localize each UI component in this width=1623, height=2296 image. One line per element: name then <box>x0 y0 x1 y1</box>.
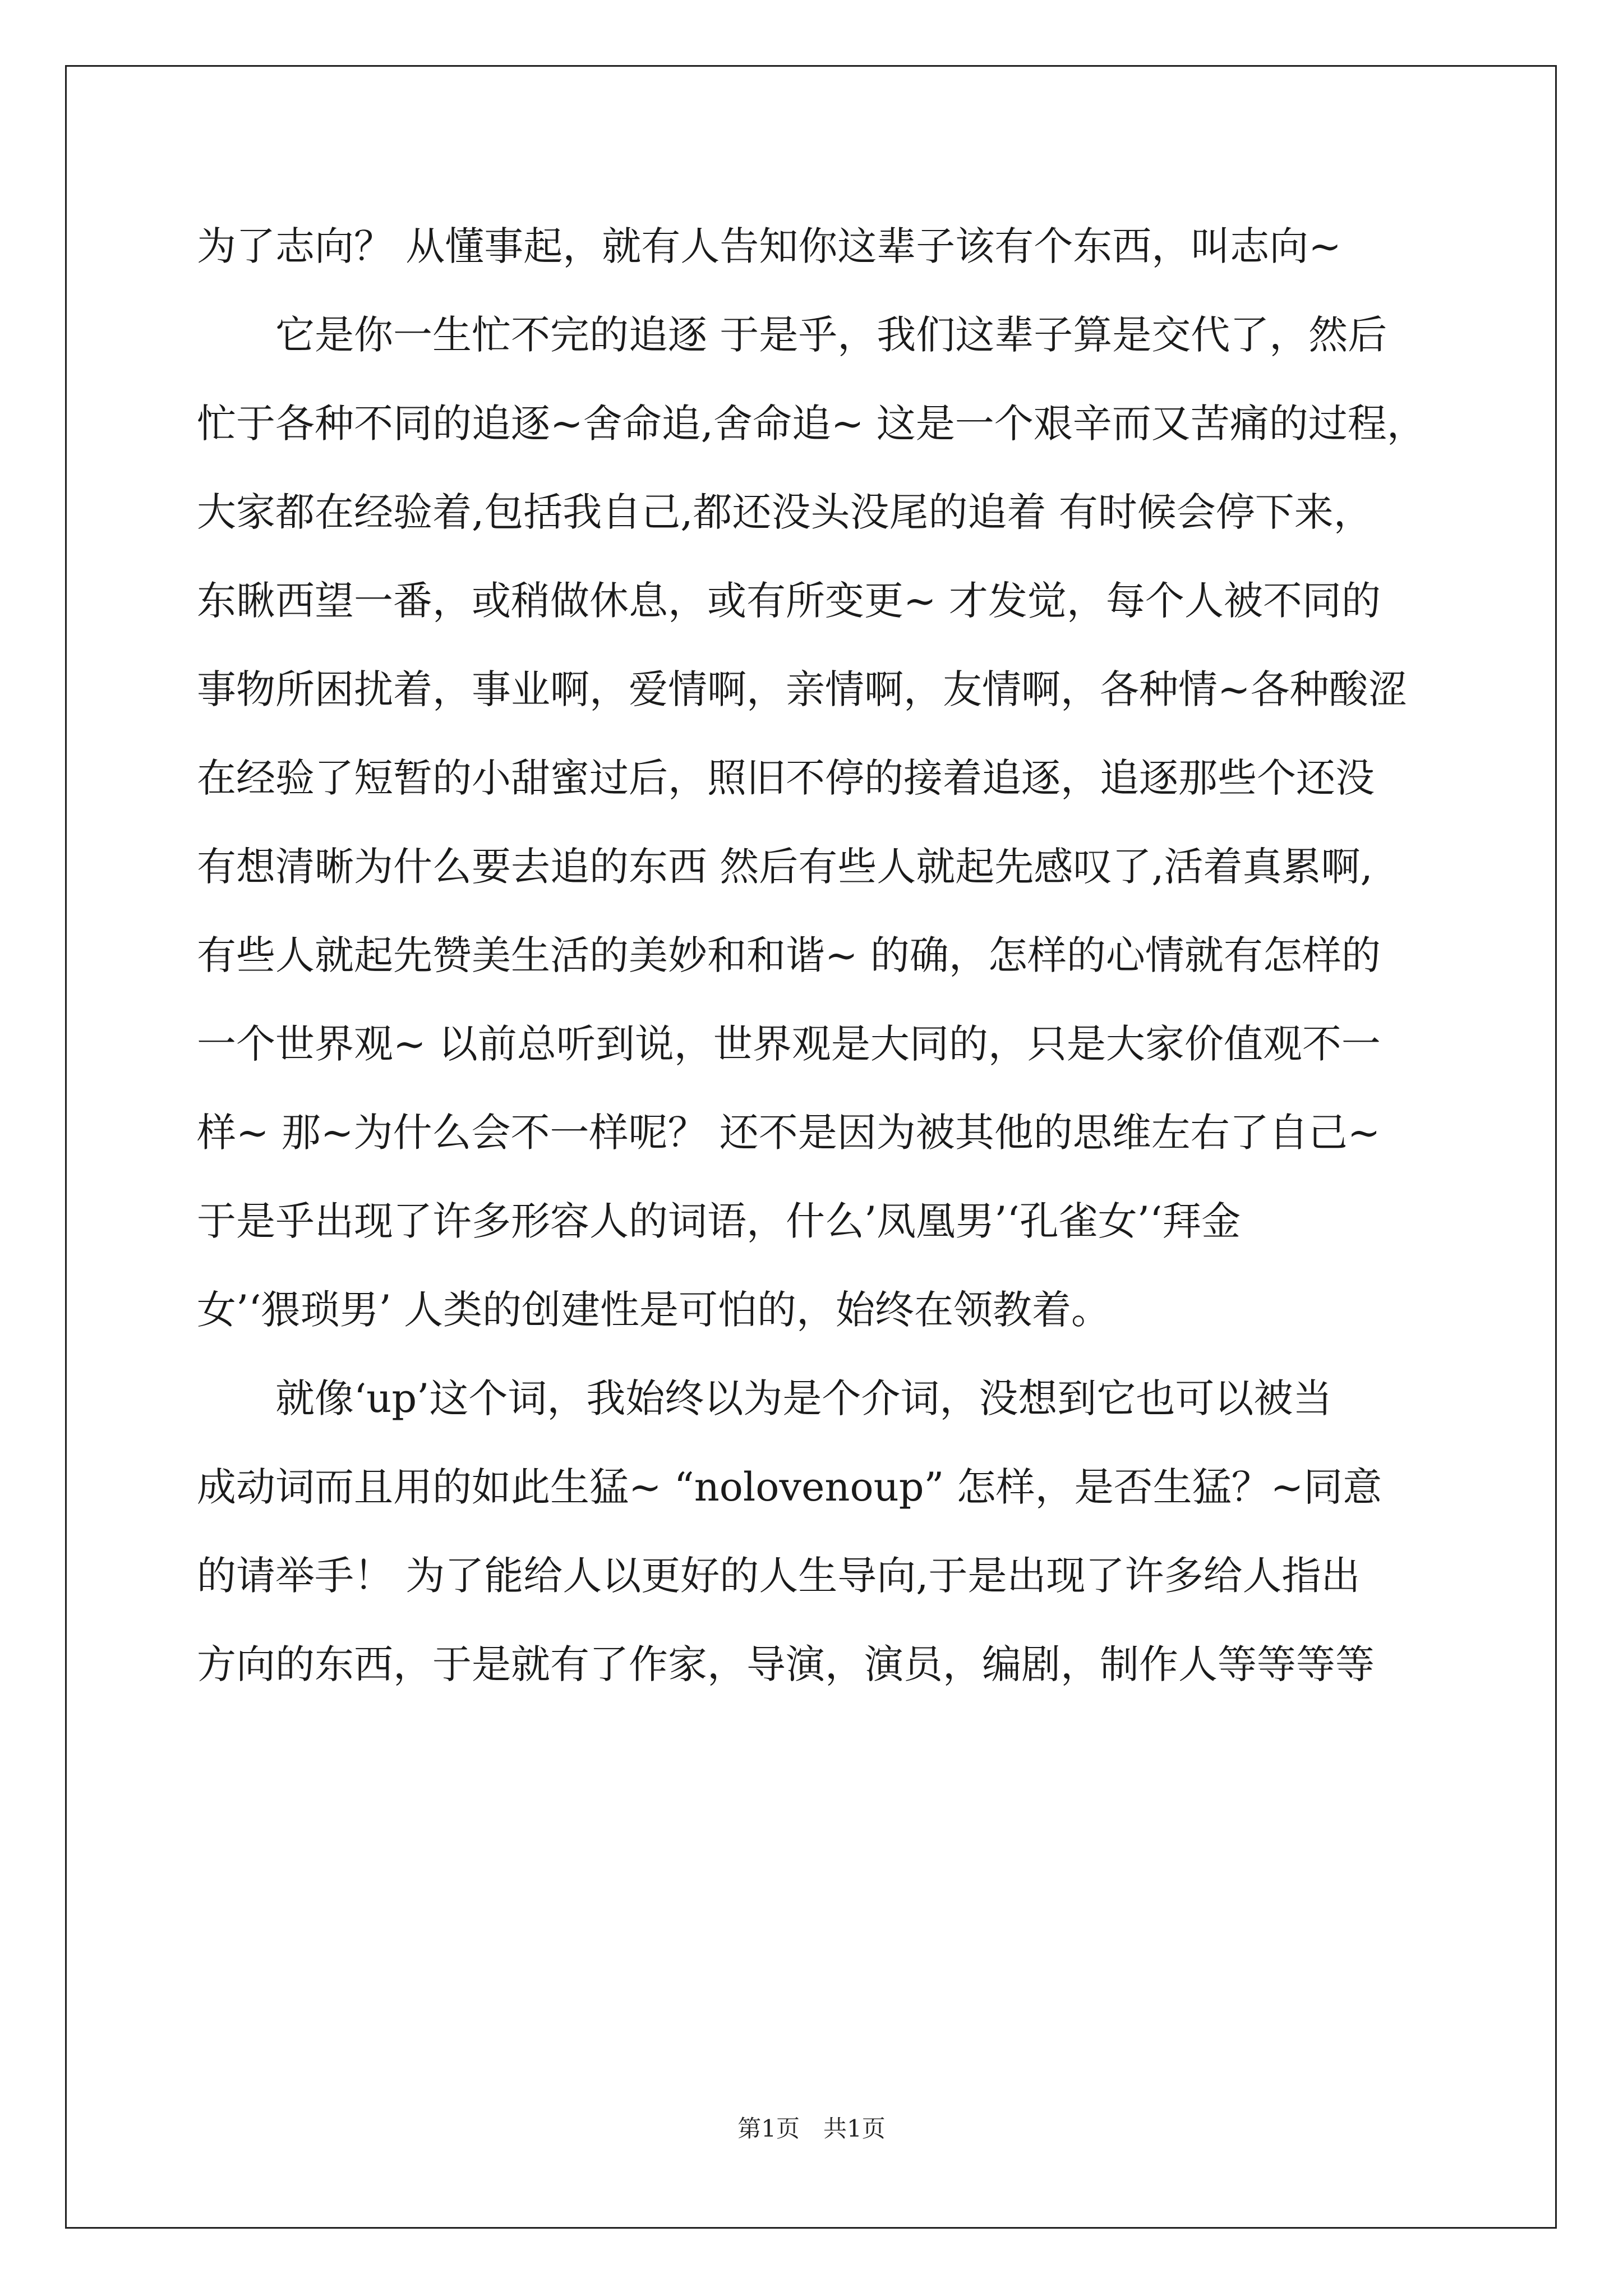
text-line-15: 成动词而且用的如此生猛~ “nolovenoup” 怎样，是否生猛？~同意 <box>197 1464 1382 1510</box>
text-line-13: 女’‘猥琐男’ 人类的创建性是可怕的，始终在领教着。 <box>197 1287 1111 1333</box>
text-line-11: 样~ 那~为什么会不一样呢？ 还不是因为被其他的思维左右了自己~ <box>197 1110 1381 1156</box>
text-line-16: 的请举手！ 为了能给人以更好的人生导向,于是出现了许多给人指出 <box>197 1553 1361 1599</box>
text-line-8: 有想清晰为什么要去追的东西 然后有些人就起先感叹了,活着真累啊, <box>197 844 1373 890</box>
text-line-2: 它是你一生忙不完的追逐 于是乎，我们这辈子算是交代了，然后 <box>197 312 1387 358</box>
body-text <box>197 202 1442 1709</box>
text-line-6: 事物所困扰着，事业啊，爱情啊，亲情啊，友情啊，各种情~各种酸涩 <box>197 666 1408 712</box>
text-line-10: 一个世界观~ 以前总听到说，世界观是大同的，只是大家价值观不一 <box>197 1021 1381 1067</box>
text-line-1: 为了志向？ 从懂事起，就有人告知你这辈子该有个东西，叫志向~ <box>197 223 1341 269</box>
text-line-17: 方向的东西，于是就有了作家，导演，演员，编剧，制作人等等等等 <box>197 1641 1375 1687</box>
text-line-4: 大家都在经验着,包括我自己,都还没头没尾的追着 有时候会停下来， <box>197 489 1373 535</box>
text-line-7: 在经验了短暂的小甜蜜过后，照旧不停的接着追逐，追逐那些个还没 <box>197 755 1375 801</box>
text-line-9: 有些人就起先赞美生活的美妙和和谐~ 的确，怎样的心情就有怎样的 <box>197 932 1381 978</box>
text-line-3: 忙于各种不同的追逐~舍命追,舍命追~ 这是一个艰辛而又苦痛的过程， <box>197 401 1426 447</box>
page-number-footer: 第1页 共1页 <box>737 2115 886 2142</box>
text-line-14: 就像‘up’这个词，我始终以为是个介词，没想到它也可以被当 <box>197 1375 1332 1421</box>
text-line-12: 于是乎出现了许多形容人的词语，什么’凤凰男’‘孔雀女’‘拜金 <box>197 1198 1241 1244</box>
text-line-5: 东瞅西望一番，或稍做休息，或有所变更~ 才发觉，每个人被不同的 <box>197 578 1381 624</box>
